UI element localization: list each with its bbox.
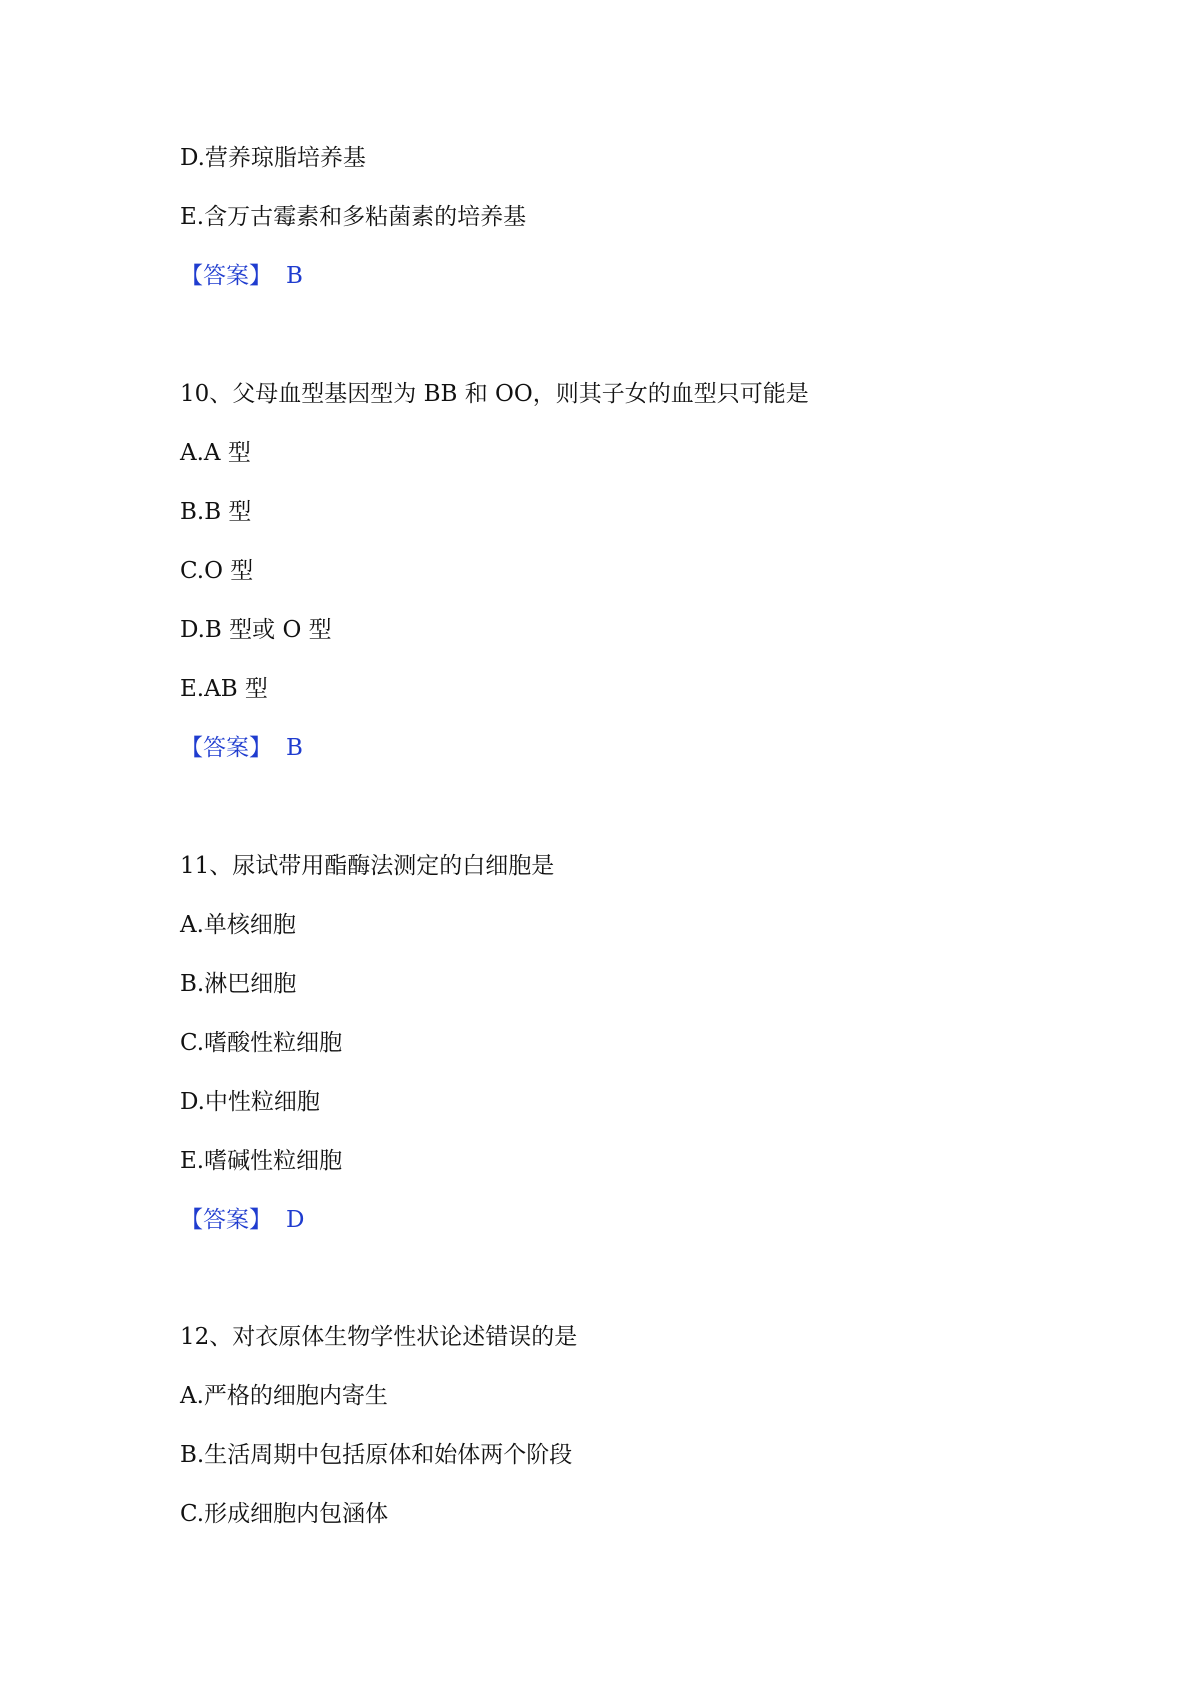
q11-option-e: E.嗜碱性粒细胞 — [180, 1148, 343, 1174]
q12-option-a: A.严格的细胞内寄生 — [180, 1383, 388, 1409]
q10-option-e: E.AB 型 — [180, 676, 268, 702]
answer-value: D — [286, 1207, 305, 1233]
q10-option-b: B.B 型 — [180, 499, 252, 525]
q10-option-a: A.A 型 — [180, 440, 251, 466]
q9-option-d: D.营养琼脂培养基 — [180, 145, 366, 171]
q9-option-e: E.含万古霉素和多粘菌素的培养基 — [180, 204, 527, 230]
q11-option-b: B.淋巴细胞 — [180, 971, 297, 997]
q12-option-c: C.形成细胞内包涵体 — [180, 1501, 389, 1527]
q11-answer — [180, 1205, 304, 1235]
q11-option-a: A.单核细胞 — [180, 912, 296, 938]
answer-value: B — [286, 263, 303, 289]
q10-option-d: D.B 型或 O 型 — [180, 617, 332, 643]
answer-value: B — [286, 735, 303, 761]
q11-question: 11、尿试带用酯酶法测定的白细胞是 — [180, 853, 555, 879]
answer-label: 【答案】 — [180, 735, 272, 761]
q12-option-b: B.生活周期中包括原体和始体两个阶段 — [180, 1442, 573, 1468]
q11-option-c: C.嗜酸性粒细胞 — [180, 1030, 343, 1056]
answer-label: 【答案】 — [180, 1207, 272, 1233]
q10-option-c: C.O 型 — [180, 558, 254, 584]
answer-label: 【答案】 — [180, 263, 272, 289]
q10-question: 10、父母血型基因型为 BB 和 OO，则其子女的血型只可能是 — [180, 381, 809, 407]
q10-answer — [180, 733, 303, 763]
q9-answer — [180, 261, 303, 291]
q11-option-d: D.中性粒细胞 — [180, 1089, 320, 1115]
q12-question: 12、对衣原体生物学性状论述错误的是 — [180, 1324, 578, 1350]
